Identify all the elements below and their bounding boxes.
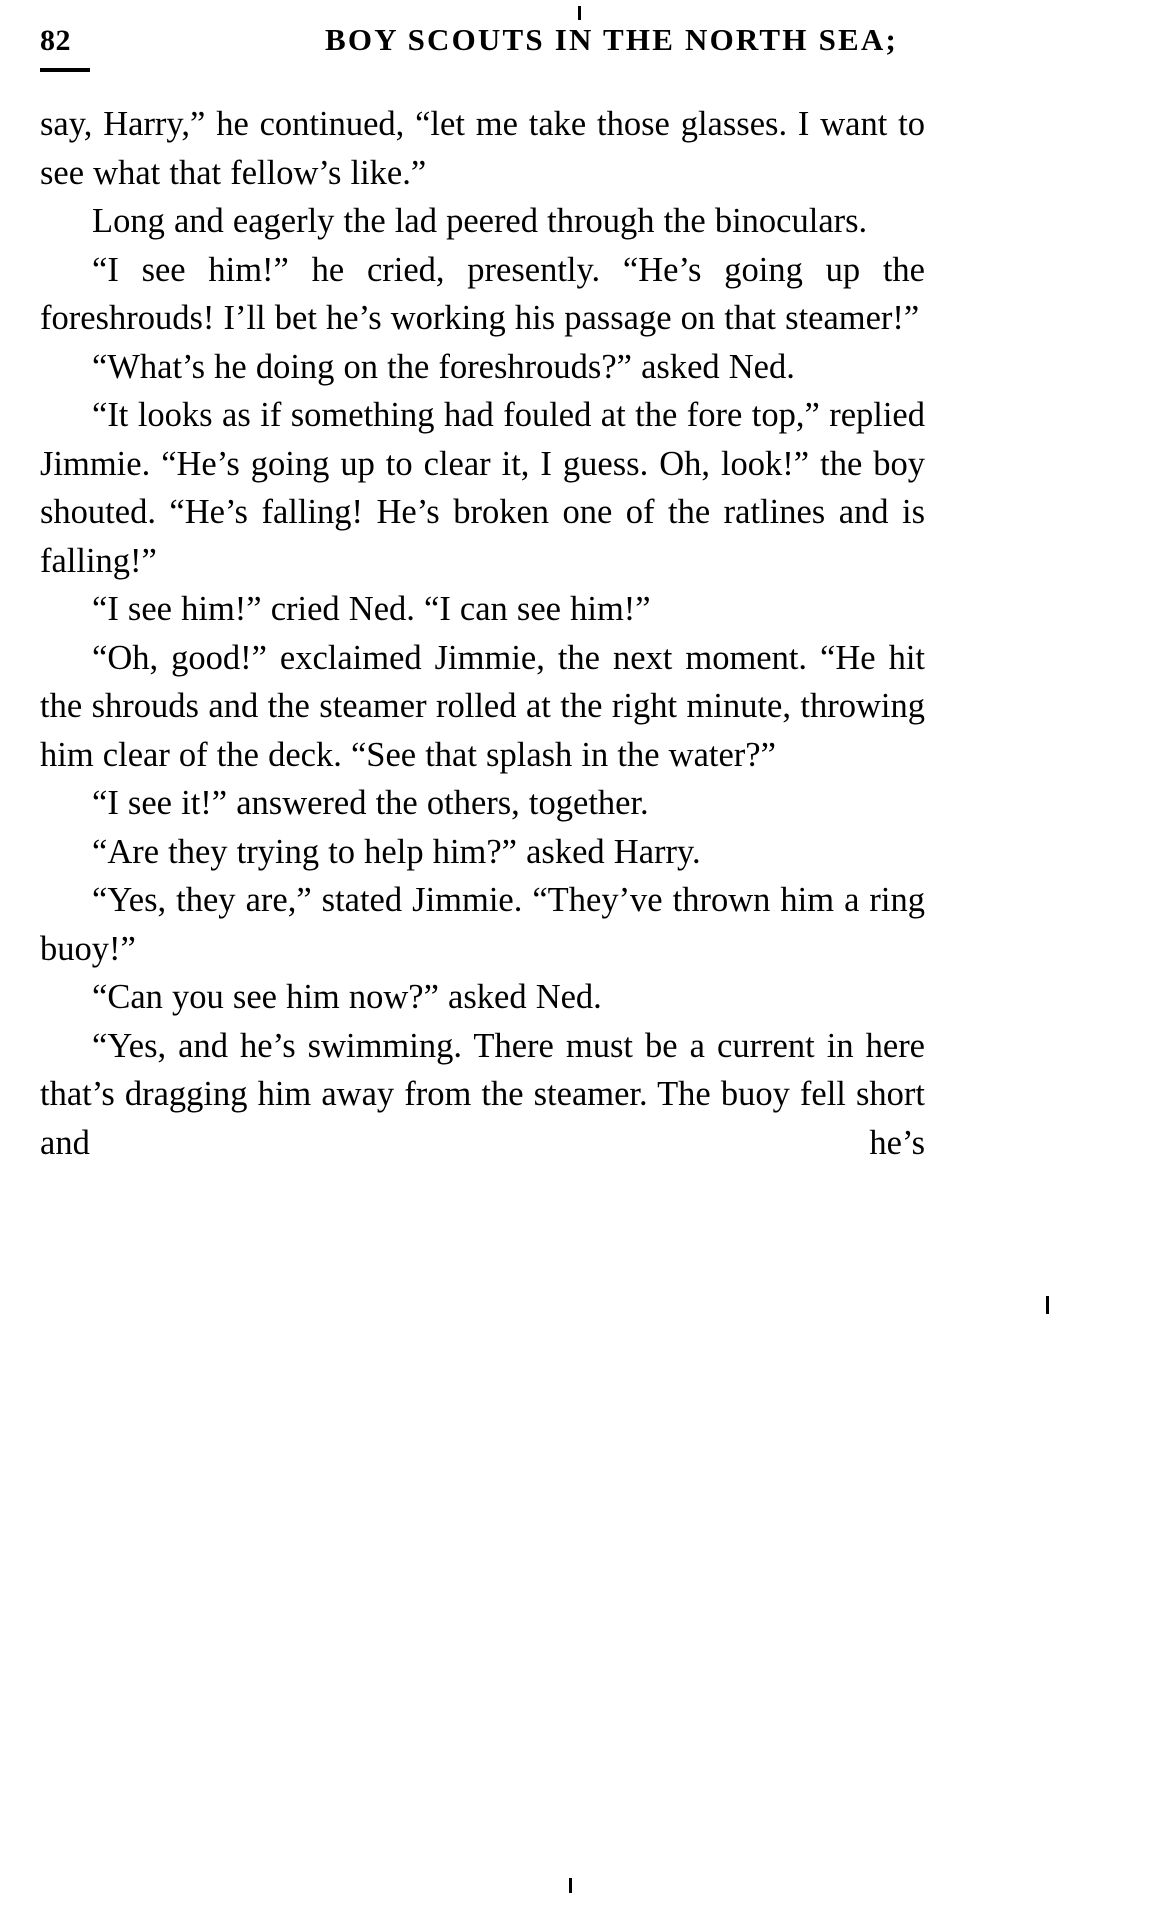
margin-tick-mark: [1046, 1296, 1049, 1314]
paragraph: “Yes, and he’s swimming. There must be a current in here that’s dragging him away from the steamer. The buoy fell short and he’s: [40, 1026, 925, 1162]
paragraph: “I see it!” answered the others, together.: [92, 784, 649, 822]
paragraph: “Can you see him now?” asked Ned.: [92, 978, 602, 1016]
paragraph: “Are they trying to help him?” asked Harry.: [92, 832, 701, 871]
paragraph: “What’s he doing on the foreshrouds?” asked Ned.: [92, 347, 795, 386]
paragraph: Long and eagerly the lad peered through the binoculars.: [92, 202, 868, 240]
page-header: [40, 22, 1123, 66]
page-number: 82: [40, 24, 71, 57]
body-text: [40, 100, 925, 1216]
paragraph: “Yes, they are,” stated Jimmie. “They’ve thrown him a ring buoy!”: [40, 881, 925, 968]
paragraph: say, Harry,” he continued, “let me take those glasses. I want to see what that fellow’s like.”: [40, 105, 925, 192]
paragraph: “It looks as if something had fouled at the fore top,” replied Jimmie. “He’s going up to clear it, I guess. Oh, look!” the boy shouted. “He’s falling! He’s broken one of the ratlines and is falling!”: [40, 396, 925, 580]
paragraph: “Oh, good!” exclaimed Jimmie, the next moment. “He hit the shrouds and the steamer rolled at the right minute, throwing him clear of the deck. “See that splash in the water?”: [40, 638, 925, 774]
running-head: BOY SCOUTS IN THE NORTH SEA;: [325, 22, 898, 57]
top-tick-mark: [578, 6, 581, 20]
paragraph: “I see him!” he cried, presently. “He’s going up the foreshrouds! I’ll bet he’s working his passage on that steamer!”: [40, 250, 925, 337]
bottom-tick-mark: [569, 1878, 572, 1893]
paragraph: “I see him!” cried Ned. “I can see him!”: [92, 590, 651, 628]
header-rule: [40, 68, 90, 72]
